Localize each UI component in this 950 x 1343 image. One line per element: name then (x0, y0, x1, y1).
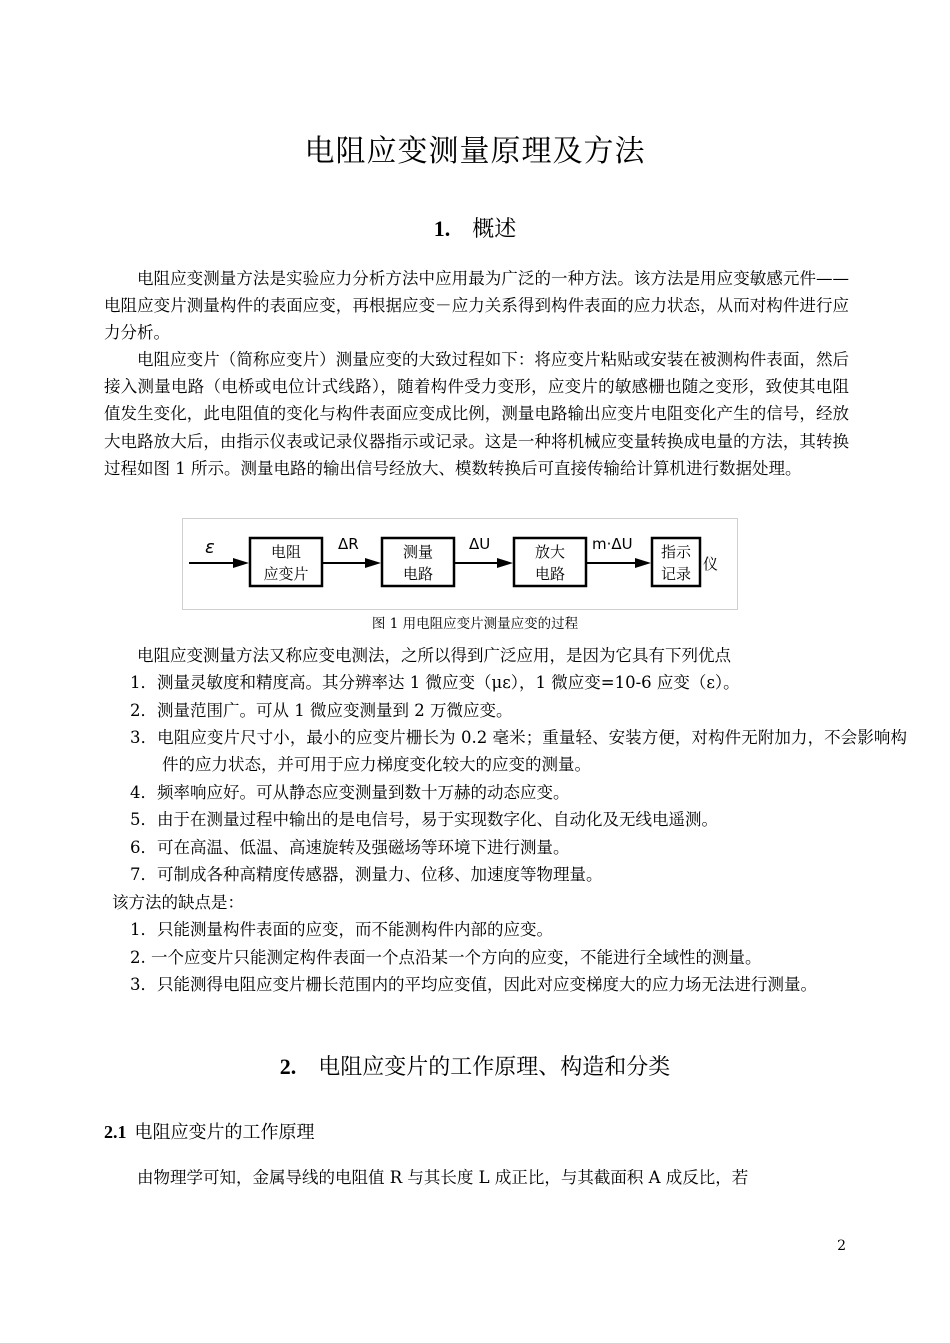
block-2-line-2: 电路 (402, 565, 434, 583)
disadvantages-intro: 该方法的缺点是： (112, 893, 244, 912)
advantage-item: 7．可制成各种高精度传感器，测量力、位移、加速度等物理量。 (130, 865, 603, 884)
advantage-item: 6．可在高温、低温、高速旋转及强磁场等环境下进行测量。 (130, 838, 570, 857)
signal-m-delta-u: m·ΔU (592, 535, 633, 553)
section-1-heading (0, 212, 950, 243)
block-4-suffix: 仪 (703, 555, 719, 573)
block-4-line-2: 记录 (660, 565, 692, 583)
disadvantage-item: 1．只能测量构件表面的应变，而不能测构件内部的应变。 (130, 920, 553, 939)
section-1-paragraph-1: 电阻应变测量方法是实验应力分析方法中应用最为广泛的一种方法。该方法是用应变敏感元件——电阻应变片测量构件的表面应变，再根据应变－应力关系得到构件表面的应力状态，从而对构件进行应力分析。 (104, 269, 849, 343)
strain-measurement-flow-diagram (183, 519, 737, 609)
page-number: 2 (837, 1238, 846, 1254)
advantage-item: 1．测量灵敏度和精度高。其分辨率达 1 微应变（με），1 微应变=10-6 应变（ε）。 (130, 673, 740, 692)
arrow-3-head (635, 558, 651, 568)
figure-1-caption: 图 1 用电阻应变片测量应变的过程 (371, 616, 579, 632)
disadvantage-item: 3．只能测得电阻应变片栅长范围内的平均应变值，因此对应变梯度大的应力场无法进行测量。 (130, 975, 817, 994)
disadvantage-item: 2. 一个应变片只能测定构件表面一个点沿某一个方向的应变，不能进行全域性的测量。 (130, 948, 762, 967)
section-2-heading (0, 1050, 950, 1081)
block-1-line-1: 电阻 (270, 543, 302, 561)
input-arrow-head (233, 558, 249, 568)
block-4-line-1: 指示 (660, 543, 692, 561)
signal-delta-u: ΔU (469, 535, 491, 553)
section-2-1-number: 2.1 (104, 1122, 127, 1142)
block-3-line-1: 放大 (534, 543, 566, 561)
section-2-number: 2. (279, 1054, 297, 1079)
section-2-1-heading (104, 1118, 315, 1144)
signal-delta-r: ΔR (338, 535, 359, 553)
arrow-1-head (365, 558, 381, 568)
document-title: 电阻应变测量原理及方法 (304, 134, 646, 169)
block-3-line-2: 电路 (534, 565, 566, 583)
section-1-paragraph-2: 电阻应变片（简称应变片）测量应变的大致过程如下：将应变片粘贴或安装在被测构件表面，然后接入测量电路（电桥或电位计式线路），随着构件受力变形，应变片的敏感栅也随之变形，致使其电阻值发生变化，此电阻值的变化与构件表面应变成比例，测量电路输出应变片电阻变化产生的信号，经放大电路放大后，由指示仪表或记录仪器指示或记录。这是一种将机械应变量转换成电量的方法，其转换过程如图 1 所示。测量电路的输出信号经放大、模数转换后可直接传输给计算机进行数据处理。 (104, 350, 849, 478)
section-1-title: 概述 (472, 217, 517, 242)
section-1-paragraph-3: 电阻应变测量方法又称应变电测法，之所以得到广泛应用，是因为它具有下列优点 (137, 646, 731, 665)
section-2-1-title: 电阻应变片的工作原理 (134, 1122, 315, 1143)
input-strain-label: ε (205, 537, 215, 558)
section-1-number: 1. (433, 216, 451, 241)
arrow-2-head (497, 558, 513, 568)
figure-1-diagram (182, 518, 738, 610)
advantage-item: 5．由于在测量过程中输出的是电信号，易于实现数字化、自动化及无线电遥测。 (130, 810, 718, 829)
block-1-line-2: 应变片 (263, 565, 309, 583)
section-2-title: 电阻应变片的工作原理、构造和分类 (318, 1055, 671, 1080)
advantage-item: 2．测量范围广。可从 1 微应变测量到 2 万微应变。 (130, 701, 513, 720)
block-2-line-1: 测量 (402, 543, 434, 561)
advantage-item: 4．频率响应好。可从静态应变测量到数十万赫的动态应变。 (130, 783, 570, 802)
advantage-item: 3．电阻应变片尺寸小，最小的应变片栅长为 0.2 毫米；重量轻、安装方便，对构件无附加力，不会影响构件的应力状态，并可用于应力梯度变化较大的应变的测量。 (130, 728, 907, 775)
section-2-1-paragraph: 由物理学可知，金属导线的电阻值 R 与其长度 L 成正比，与其截面积 A 成反比，若 (137, 1168, 749, 1187)
